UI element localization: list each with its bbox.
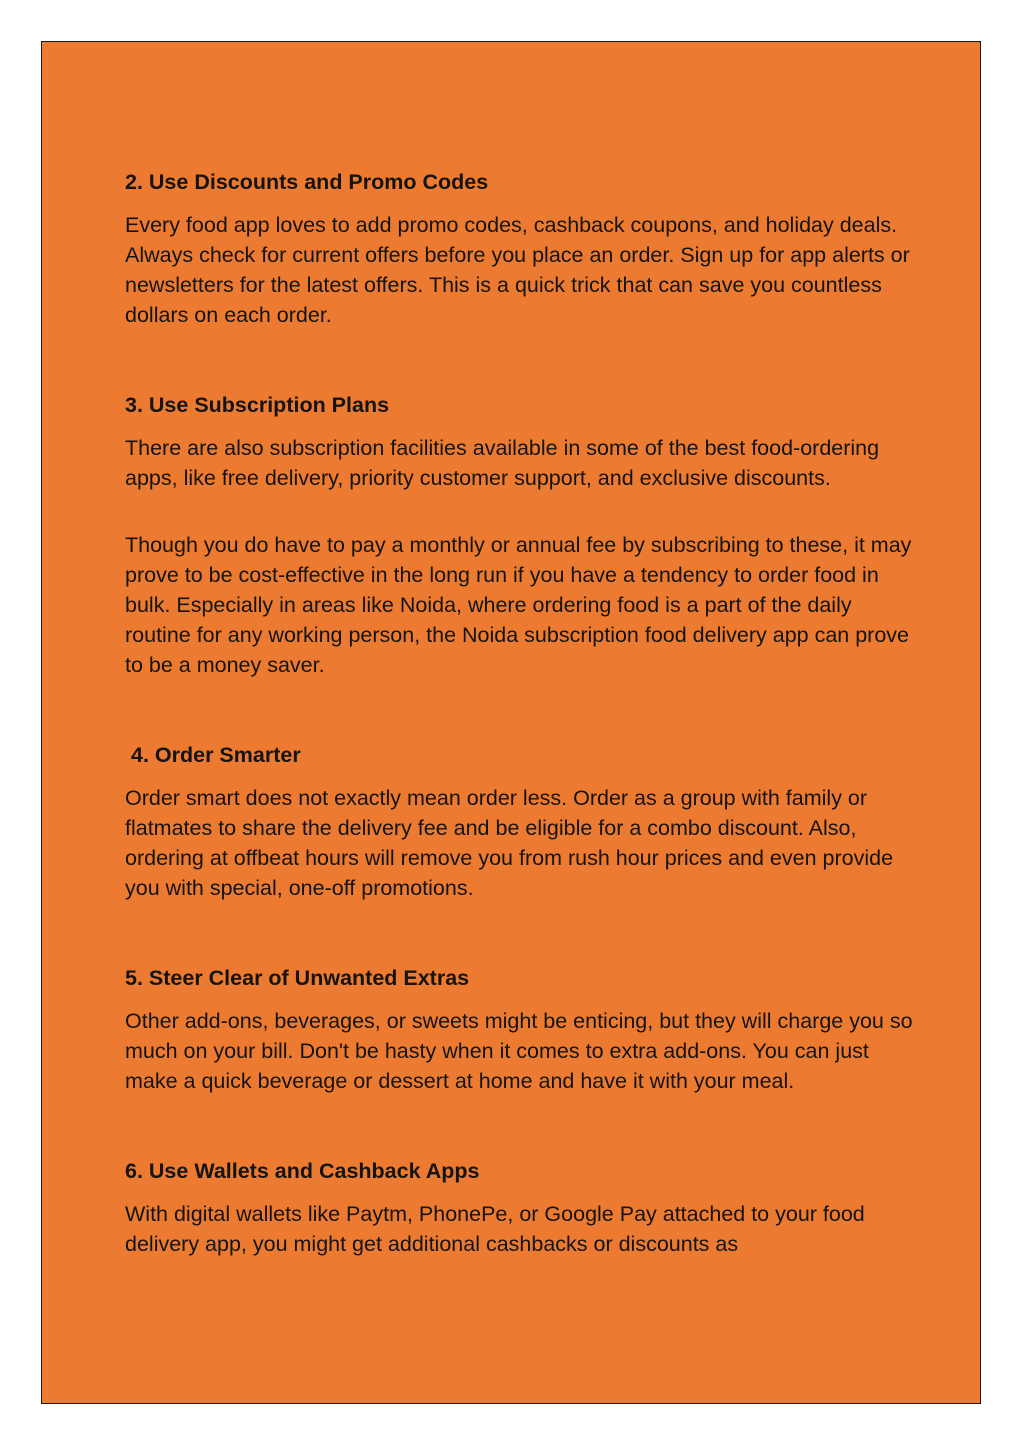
- section-paragraph: Though you do have to pay a monthly or annual fee by subscribing to these, it may prove to be cost-effective in the long run if you have a tendency to order food in bulk. Especially in areas like Noida, where ordering food is a part of the daily routine for any working person, the Noida subscription food delivery app can prove to be a money saver.: [125, 533, 912, 677]
- section-heading: 5. Steer Clear of Unwanted Extras: [125, 966, 470, 990]
- section-paragraph: With digital wallets like Paytm, PhonePe, or Google Pay attached to your food delivery app, you might get additional cashbacks or discounts as: [125, 1202, 865, 1256]
- section-heading: 3. Use Subscription Plans: [125, 393, 390, 417]
- page-content: [125, 167, 915, 1259]
- section-subscription-plans: [125, 390, 915, 680]
- section-heading: 4. Order Smarter: [131, 743, 301, 767]
- section-heading: 2. Use Discounts and Promo Codes: [125, 170, 489, 194]
- section-paragraph: Every food app loves to add promo codes, cashback coupons, and holiday deals. Always check for current offers before you place an order. Sign up for app alerts or newsletters for the latest offers. This is a quick trick that can save you countless dollars on each order.: [125, 213, 910, 327]
- section-order-smarter: [125, 740, 915, 903]
- section-paragraph: Order smart does not exactly mean order less. Order as a group with family or flatmates to share the delivery fee and be eligible for a combo discount. Also, ordering at offbeat hours will remove you from rush hour prices and even provide you with special, one-off promotions.: [125, 786, 894, 900]
- document-page: [41, 41, 981, 1404]
- section-discounts-promo-codes: [125, 167, 915, 330]
- section-paragraph: There are also subscription facilities available in some of the best food-ordering apps, like free delivery, priority customer support, and exclusive discounts.: [125, 436, 880, 490]
- section-paragraph: Other add-ons, beverages, or sweets might be enticing, but they will charge you so much on your bill. Don't be hasty when it comes to extra add-ons. You can just make a quick beverage or dessert at home and have it with your meal.: [125, 1009, 913, 1093]
- section-heading: 6. Use Wallets and Cashback Apps: [125, 1159, 480, 1183]
- section-unwanted-extras: [125, 963, 915, 1096]
- section-wallets-cashback: [125, 1156, 915, 1259]
